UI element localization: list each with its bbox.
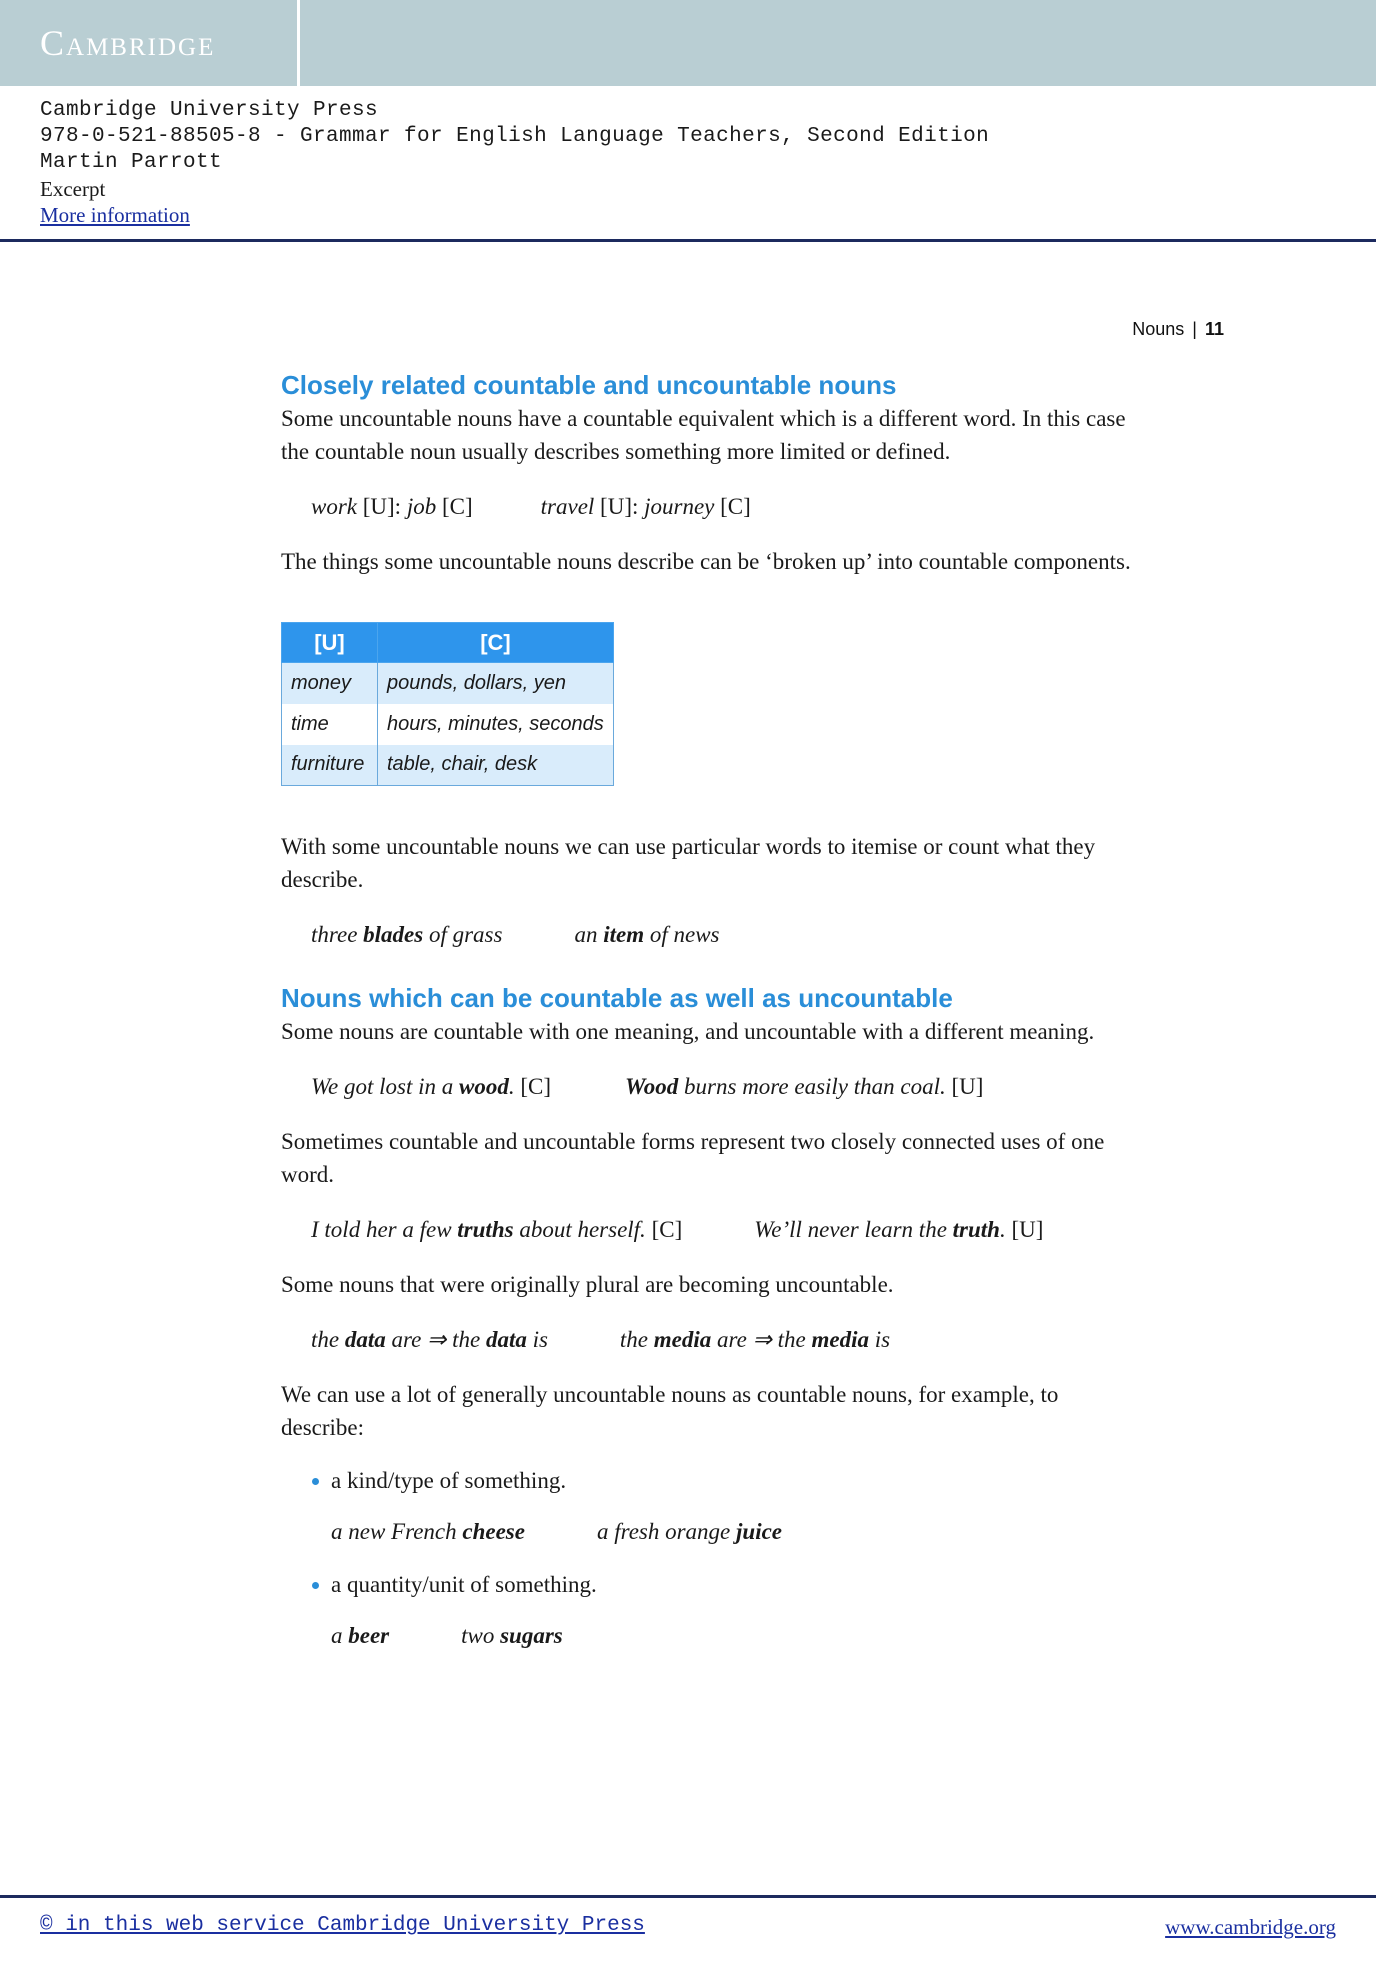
publisher-line: Cambridge University Press bbox=[40, 99, 379, 122]
paragraph: We can use a lot of generally uncountable nouns as countable nouns, for example, to describe: bbox=[281, 1382, 1059, 1440]
footer-rule bbox=[0, 1895, 1376, 1898]
paragraph: Some nouns are countable with one meaning, and uncountable with a different meaning. bbox=[281, 1019, 1095, 1044]
list-item: a kind/type of something. bbox=[281, 1464, 1141, 1497]
header-banner bbox=[0, 0, 1376, 86]
example-line: a beer two sugars bbox=[331, 1623, 563, 1648]
cambridge-logo: Cambridge bbox=[40, 23, 216, 63]
table-cell: furniture bbox=[282, 745, 378, 786]
paragraph: Sometimes countable and uncountable forms represent two closely connected uses of one word. bbox=[281, 1129, 1105, 1187]
header-rule bbox=[0, 239, 1376, 242]
bullet-list bbox=[281, 1568, 1141, 1601]
table-row bbox=[282, 704, 614, 745]
running-head bbox=[1132, 319, 1224, 340]
section-heading-related-nouns: Closely related countable and uncountable nouns bbox=[281, 370, 897, 400]
running-head-section: Nouns bbox=[1132, 319, 1185, 339]
section-heading-countable-uncountable: Nouns which can be countable as well as uncountable bbox=[281, 983, 953, 1013]
book-metadata bbox=[40, 98, 989, 228]
example-line: work [U]: job [C] travel [U]: journey [C] bbox=[311, 494, 751, 519]
paragraph: The things some uncountable nouns describe can be ‘broken up’ into countable components. bbox=[281, 549, 1131, 574]
isbn-title-line: 978-0-521-88505-8 - Grammar for English Language Teachers, Second Edition bbox=[40, 125, 990, 148]
table-cell: money bbox=[282, 663, 378, 704]
more-information-link[interactable]: More information bbox=[40, 203, 190, 227]
copyright-link[interactable]: © in this web service Cambridge University Press bbox=[40, 1914, 645, 1937]
uncountable-countable-table bbox=[281, 622, 614, 786]
page-number: 11 bbox=[1204, 319, 1224, 339]
table-row bbox=[282, 745, 614, 786]
bullet-icon bbox=[312, 1582, 319, 1589]
table-cell: table, chair, desk bbox=[378, 745, 614, 786]
running-head-separator: | bbox=[1192, 319, 1197, 339]
table-cell: hours, minutes, seconds bbox=[378, 704, 614, 745]
example-line: We got lost in a wood. [C] Wood burns more easily than coal. [U] bbox=[311, 1074, 984, 1099]
page-content bbox=[281, 368, 1141, 1652]
table-cell: pounds, dollars, yen bbox=[378, 663, 614, 704]
excerpt-label: Excerpt bbox=[40, 177, 106, 201]
author-line: Martin Parrott bbox=[40, 151, 223, 174]
paragraph: Some nouns that were originally plural are becoming uncountable. bbox=[281, 1272, 894, 1297]
paragraph: Some uncountable nouns have a countable equivalent which is a different word. In this case the countable noun usually describes something more limited or defined. bbox=[281, 406, 1126, 464]
banner-divider bbox=[297, 0, 300, 86]
table-row bbox=[282, 663, 614, 704]
example-line: the data are ⇒ the data is the media are ⇒ the media is bbox=[311, 1327, 891, 1352]
website-link[interactable]: www.cambridge.org bbox=[1165, 1915, 1336, 1939]
bullet-list bbox=[281, 1464, 1141, 1497]
example-line: a new French cheese a fresh orange juice bbox=[331, 1519, 783, 1544]
example-line: three blades of grass an item of news bbox=[311, 922, 720, 947]
paragraph: With some uncountable nouns we can use particular words to itemise or count what they describe. bbox=[281, 834, 1096, 892]
bullet-icon bbox=[312, 1478, 319, 1485]
list-item: a quantity/unit of something. bbox=[281, 1568, 1141, 1601]
table-header-u: [U] bbox=[282, 623, 378, 663]
example-line: I told her a few truths about herself. [C] We’ll never learn the truth. [U] bbox=[311, 1217, 1044, 1242]
table-header-c: [C] bbox=[378, 623, 614, 663]
table-cell: time bbox=[282, 704, 378, 745]
